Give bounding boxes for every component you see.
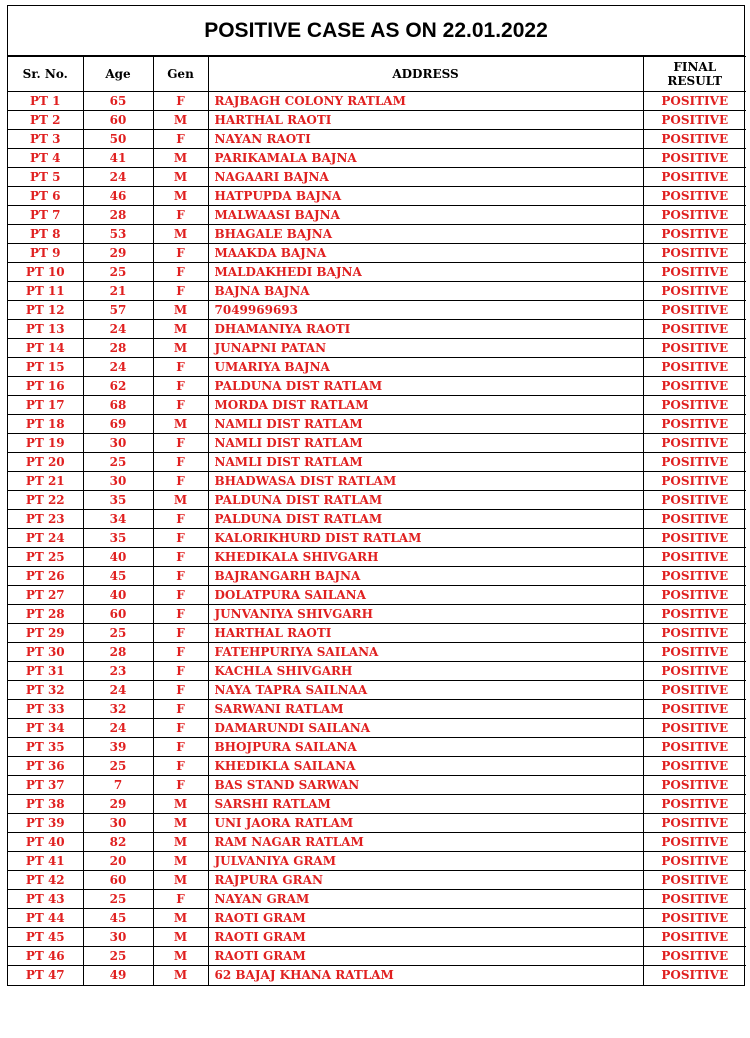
cell-address: KALORIKHURD DIST RATLAM: [208, 529, 643, 548]
cell-sr-no: PT 23: [8, 510, 83, 529]
cell-address: KHEDIKLA SAILANA: [208, 757, 643, 776]
cell-final-result: POSITIVE: [643, 757, 746, 776]
table-row: [8, 396, 746, 415]
table-row: [8, 377, 746, 396]
cell-gen: M: [153, 339, 208, 358]
cell-age: 62: [83, 377, 153, 396]
cell-address: RAJPURA GRAN: [208, 871, 643, 890]
cell-final-result: POSITIVE: [643, 282, 746, 301]
table-row: [8, 111, 746, 130]
cell-sr-no: PT 13: [8, 320, 83, 339]
cell-sr-no: PT 7: [8, 206, 83, 225]
cell-gen: F: [153, 263, 208, 282]
cell-age: 24: [83, 681, 153, 700]
cell-age: 29: [83, 795, 153, 814]
cell-age: 35: [83, 491, 153, 510]
cell-address: HARTHAL RAOTI: [208, 624, 643, 643]
cell-age: 39: [83, 738, 153, 757]
header-final-result-line1: FINAL: [673, 60, 717, 74]
cell-address: MORDA DIST RATLAM: [208, 396, 643, 415]
cell-sr-no: PT 46: [8, 947, 83, 966]
cell-gen: M: [153, 909, 208, 928]
cell-final-result: POSITIVE: [643, 415, 746, 434]
cell-gen: M: [153, 852, 208, 871]
cell-final-result: POSITIVE: [643, 187, 746, 206]
cell-age: 57: [83, 301, 153, 320]
cell-final-result: POSITIVE: [643, 738, 746, 757]
cell-final-result: POSITIVE: [643, 168, 746, 187]
cell-age: 24: [83, 320, 153, 339]
header-final-result-line2: RESULT: [667, 74, 723, 88]
cell-sr-no: PT 31: [8, 662, 83, 681]
cell-sr-no: PT 10: [8, 263, 83, 282]
cell-age: 65: [83, 92, 153, 111]
table-row: [8, 472, 746, 491]
cell-sr-no: PT 25: [8, 548, 83, 567]
cell-age: 53: [83, 225, 153, 244]
cell-age: 46: [83, 187, 153, 206]
cell-age: 45: [83, 567, 153, 586]
table-row: [8, 320, 746, 339]
table-row: [8, 567, 746, 586]
cell-final-result: POSITIVE: [643, 149, 746, 168]
cell-sr-no: PT 42: [8, 871, 83, 890]
cell-age: 25: [83, 890, 153, 909]
cell-age: 25: [83, 263, 153, 282]
table-row: [8, 871, 746, 890]
cell-sr-no: PT 29: [8, 624, 83, 643]
table-row: [8, 206, 746, 225]
page-title: POSITIVE CASE AS ON 22.01.2022: [8, 6, 744, 56]
table-row: [8, 149, 746, 168]
cell-gen: M: [153, 871, 208, 890]
cell-age: 28: [83, 643, 153, 662]
cell-sr-no: PT 5: [8, 168, 83, 187]
table-row: [8, 662, 746, 681]
cell-final-result: POSITIVE: [643, 947, 746, 966]
cell-final-result: POSITIVE: [643, 453, 746, 472]
cell-final-result: POSITIVE: [643, 833, 746, 852]
cell-address: NAGAARI BAJNA: [208, 168, 643, 187]
table-row: [8, 928, 746, 947]
cell-sr-no: PT 40: [8, 833, 83, 852]
cell-address: NAMLI DIST RATLAM: [208, 415, 643, 434]
cell-final-result: POSITIVE: [643, 719, 746, 738]
cell-gen: F: [153, 510, 208, 529]
table-row: [8, 890, 746, 909]
cell-final-result: POSITIVE: [643, 700, 746, 719]
cell-final-result: POSITIVE: [643, 586, 746, 605]
cell-sr-no: PT 19: [8, 434, 83, 453]
cell-final-result: POSITIVE: [643, 396, 746, 415]
header-sr-no: Sr. No.: [8, 57, 83, 92]
cell-final-result: POSITIVE: [643, 966, 746, 985]
cell-age: 24: [83, 358, 153, 377]
cell-age: 30: [83, 928, 153, 947]
cell-final-result: POSITIVE: [643, 662, 746, 681]
table-row: [8, 187, 746, 206]
cell-age: 40: [83, 586, 153, 605]
cell-gen: M: [153, 833, 208, 852]
header-age: Age: [83, 57, 153, 92]
cell-sr-no: PT 24: [8, 529, 83, 548]
cell-sr-no: PT 26: [8, 567, 83, 586]
cell-address: KACHLA SHIVGARH: [208, 662, 643, 681]
cell-gen: F: [153, 434, 208, 453]
cell-address: BHADWASA DIST RATLAM: [208, 472, 643, 491]
cell-sr-no: PT 27: [8, 586, 83, 605]
cell-address: NAMLI DIST RATLAM: [208, 453, 643, 472]
cell-final-result: POSITIVE: [643, 263, 746, 282]
cell-address: RAOTI GRAM: [208, 947, 643, 966]
cell-address: HARTHAL RAOTI: [208, 111, 643, 130]
cell-address: RAM NAGAR RATLAM: [208, 833, 643, 852]
cell-gen: F: [153, 472, 208, 491]
cell-final-result: POSITIVE: [643, 320, 746, 339]
cell-address: PALDUNA DIST RATLAM: [208, 510, 643, 529]
cell-gen: F: [153, 358, 208, 377]
table-row: [8, 966, 746, 985]
table-row: [8, 244, 746, 263]
header-address: ADDRESS: [208, 57, 643, 92]
table-row: [8, 529, 746, 548]
cell-gen: M: [153, 168, 208, 187]
cell-sr-no: PT 44: [8, 909, 83, 928]
cell-gen: F: [153, 890, 208, 909]
cell-age: 25: [83, 624, 153, 643]
cell-final-result: POSITIVE: [643, 852, 746, 871]
table-row: [8, 548, 746, 567]
cell-sr-no: PT 43: [8, 890, 83, 909]
cell-age: 30: [83, 434, 153, 453]
table-row: [8, 434, 746, 453]
header-gen: Gen: [153, 57, 208, 92]
table-row: [8, 719, 746, 738]
cell-final-result: POSITIVE: [643, 472, 746, 491]
cell-gen: M: [153, 187, 208, 206]
cell-sr-no: PT 2: [8, 111, 83, 130]
cell-address: MALWAASI BAJNA: [208, 206, 643, 225]
cell-age: 35: [83, 529, 153, 548]
header-final-result: [643, 57, 746, 92]
cell-address: NAYA TAPRA SAILNAA: [208, 681, 643, 700]
cell-address: RAOTI GRAM: [208, 928, 643, 947]
cell-sr-no: PT 15: [8, 358, 83, 377]
cell-final-result: POSITIVE: [643, 928, 746, 947]
cell-sr-no: PT 11: [8, 282, 83, 301]
cell-gen: F: [153, 757, 208, 776]
table-row: [8, 491, 746, 510]
cell-gen: F: [153, 130, 208, 149]
table-row: [8, 643, 746, 662]
cell-final-result: POSITIVE: [643, 225, 746, 244]
cell-final-result: POSITIVE: [643, 130, 746, 149]
cell-final-result: POSITIVE: [643, 871, 746, 890]
cell-age: 60: [83, 111, 153, 130]
table-row: [8, 301, 746, 320]
table-row: [8, 738, 746, 757]
cell-sr-no: PT 12: [8, 301, 83, 320]
cell-final-result: POSITIVE: [643, 814, 746, 833]
cell-sr-no: PT 3: [8, 130, 83, 149]
table-row: [8, 339, 746, 358]
cell-age: 40: [83, 548, 153, 567]
cell-age: 82: [83, 833, 153, 852]
table-row: [8, 681, 746, 700]
cell-address: JUNVANIYA SHIVGARH: [208, 605, 643, 624]
cell-gen: M: [153, 928, 208, 947]
cell-sr-no: PT 35: [8, 738, 83, 757]
cell-final-result: POSITIVE: [643, 681, 746, 700]
cell-address: NAYAN GRAM: [208, 890, 643, 909]
cell-age: 32: [83, 700, 153, 719]
cell-address: DHAMANIYA RAOTI: [208, 320, 643, 339]
cell-address: DAMARUNDI SAILANA: [208, 719, 643, 738]
cell-gen: F: [153, 529, 208, 548]
cell-gen: F: [153, 586, 208, 605]
table-row: [8, 358, 746, 377]
cell-sr-no: PT 47: [8, 966, 83, 985]
cell-address: BAJNA BAJNA: [208, 282, 643, 301]
cell-age: 60: [83, 871, 153, 890]
cell-age: 25: [83, 947, 153, 966]
cell-final-result: POSITIVE: [643, 301, 746, 320]
cell-gen: M: [153, 947, 208, 966]
cell-gen: F: [153, 719, 208, 738]
cell-final-result: POSITIVE: [643, 92, 746, 111]
cell-gen: M: [153, 149, 208, 168]
cell-gen: F: [153, 776, 208, 795]
cell-sr-no: PT 8: [8, 225, 83, 244]
table-row: [8, 225, 746, 244]
table-row: [8, 776, 746, 795]
cell-address: BHAGALE BAJNA: [208, 225, 643, 244]
cell-final-result: POSITIVE: [643, 358, 746, 377]
cell-sr-no: PT 39: [8, 814, 83, 833]
cell-address: DOLATPURA SAILANA: [208, 586, 643, 605]
cell-gen: F: [153, 624, 208, 643]
cell-gen: F: [153, 453, 208, 472]
cell-gen: F: [153, 738, 208, 757]
table-row: [8, 909, 746, 928]
cell-sr-no: PT 18: [8, 415, 83, 434]
cell-final-result: POSITIVE: [643, 111, 746, 130]
cell-gen: F: [153, 605, 208, 624]
table-row: [8, 605, 746, 624]
cell-address: PALDUNA DIST RATLAM: [208, 377, 643, 396]
cell-gen: F: [153, 92, 208, 111]
cases-table: [8, 56, 746, 985]
cell-final-result: POSITIVE: [643, 567, 746, 586]
cell-final-result: POSITIVE: [643, 909, 746, 928]
cases-table-body: [8, 92, 746, 985]
cell-sr-no: PT 1: [8, 92, 83, 111]
cell-final-result: POSITIVE: [643, 377, 746, 396]
cell-address: PARIKAMALA BAJNA: [208, 149, 643, 168]
cell-address: UMARIYA BAJNA: [208, 358, 643, 377]
cell-age: 25: [83, 757, 153, 776]
cell-gen: M: [153, 301, 208, 320]
cell-gen: M: [153, 491, 208, 510]
cell-address: JULVANIYA GRAM: [208, 852, 643, 871]
cell-final-result: POSITIVE: [643, 776, 746, 795]
cell-age: 23: [83, 662, 153, 681]
cell-final-result: POSITIVE: [643, 624, 746, 643]
cell-address: BAS STAND SARWAN: [208, 776, 643, 795]
cell-sr-no: PT 17: [8, 396, 83, 415]
table-row: [8, 833, 746, 852]
cell-final-result: POSITIVE: [643, 548, 746, 567]
cell-sr-no: PT 21: [8, 472, 83, 491]
cell-address: RAOTI GRAM: [208, 909, 643, 928]
cell-address: RAJBAGH COLONY RATLAM: [208, 92, 643, 111]
table-row: [8, 814, 746, 833]
cell-address: HATPUPDA BAJNA: [208, 187, 643, 206]
cell-age: 41: [83, 149, 153, 168]
cell-gen: F: [153, 700, 208, 719]
cell-age: 28: [83, 339, 153, 358]
cell-sr-no: PT 16: [8, 377, 83, 396]
table-row: [8, 586, 746, 605]
cell-final-result: POSITIVE: [643, 643, 746, 662]
cell-sr-no: PT 32: [8, 681, 83, 700]
cell-gen: M: [153, 111, 208, 130]
cell-address: 7049969693: [208, 301, 643, 320]
cell-sr-no: PT 30: [8, 643, 83, 662]
cell-sr-no: PT 41: [8, 852, 83, 871]
cell-age: 30: [83, 814, 153, 833]
cell-sr-no: PT 45: [8, 928, 83, 947]
cell-age: 29: [83, 244, 153, 263]
table-header-row: [8, 57, 746, 92]
cell-sr-no: PT 33: [8, 700, 83, 719]
cell-address: FATEHPURIYA SAILANA: [208, 643, 643, 662]
cell-gen: F: [153, 282, 208, 301]
cell-final-result: POSITIVE: [643, 510, 746, 529]
cell-age: 21: [83, 282, 153, 301]
cell-age: 68: [83, 396, 153, 415]
cell-gen: F: [153, 548, 208, 567]
positive-case-sheet: [7, 5, 745, 986]
cell-final-result: POSITIVE: [643, 795, 746, 814]
cell-address: JUNAPNI PATAN: [208, 339, 643, 358]
cell-age: 49: [83, 966, 153, 985]
cell-sr-no: PT 6: [8, 187, 83, 206]
cell-final-result: POSITIVE: [643, 491, 746, 510]
cell-age: 24: [83, 719, 153, 738]
table-row: [8, 757, 746, 776]
cell-gen: M: [153, 415, 208, 434]
cell-age: 25: [83, 453, 153, 472]
cell-final-result: POSITIVE: [643, 529, 746, 548]
table-row: [8, 453, 746, 472]
cell-address: SARSHI RATLAM: [208, 795, 643, 814]
cell-sr-no: PT 4: [8, 149, 83, 168]
cell-sr-no: PT 36: [8, 757, 83, 776]
cell-final-result: POSITIVE: [643, 605, 746, 624]
cell-age: 24: [83, 168, 153, 187]
cell-address: 62 BAJAJ KHANA RATLAM: [208, 966, 643, 985]
table-row: [8, 510, 746, 529]
cell-sr-no: PT 37: [8, 776, 83, 795]
cell-gen: F: [153, 377, 208, 396]
cell-address: BAJRANGARH BAJNA: [208, 567, 643, 586]
cell-address: UNI JAORA RATLAM: [208, 814, 643, 833]
cell-gen: F: [153, 567, 208, 586]
cell-gen: F: [153, 244, 208, 263]
cell-age: 7: [83, 776, 153, 795]
table-row: [8, 263, 746, 282]
table-row: [8, 947, 746, 966]
cell-final-result: POSITIVE: [643, 434, 746, 453]
cell-gen: F: [153, 681, 208, 700]
cell-gen: F: [153, 206, 208, 225]
cell-address: MALDAKHEDI BAJNA: [208, 263, 643, 282]
cell-gen: M: [153, 814, 208, 833]
cell-final-result: POSITIVE: [643, 244, 746, 263]
cell-sr-no: PT 38: [8, 795, 83, 814]
cell-gen: M: [153, 795, 208, 814]
cell-address: BHOJPURA SAILANA: [208, 738, 643, 757]
table-row: [8, 282, 746, 301]
cell-sr-no: PT 22: [8, 491, 83, 510]
cell-sr-no: PT 20: [8, 453, 83, 472]
table-row: [8, 415, 746, 434]
cell-address: MAAKDA BAJNA: [208, 244, 643, 263]
table-row: [8, 624, 746, 643]
table-row: [8, 92, 746, 111]
cell-address: SARWANI RATLAM: [208, 700, 643, 719]
cell-age: 20: [83, 852, 153, 871]
cell-address: NAYAN RAOTI: [208, 130, 643, 149]
cell-address: NAMLI DIST RATLAM: [208, 434, 643, 453]
table-row: [8, 130, 746, 149]
cell-age: 45: [83, 909, 153, 928]
cell-sr-no: PT 14: [8, 339, 83, 358]
cell-gen: M: [153, 320, 208, 339]
cell-gen: M: [153, 966, 208, 985]
cell-final-result: POSITIVE: [643, 890, 746, 909]
cell-gen: F: [153, 396, 208, 415]
cell-age: 30: [83, 472, 153, 491]
cell-age: 34: [83, 510, 153, 529]
cell-sr-no: PT 34: [8, 719, 83, 738]
table-row: [8, 700, 746, 719]
cell-sr-no: PT 28: [8, 605, 83, 624]
cell-final-result: POSITIVE: [643, 339, 746, 358]
cell-age: 60: [83, 605, 153, 624]
table-row: [8, 852, 746, 871]
cell-gen: F: [153, 662, 208, 681]
cell-age: 50: [83, 130, 153, 149]
cell-address: PALDUNA DIST RATLAM: [208, 491, 643, 510]
cell-age: 28: [83, 206, 153, 225]
cell-gen: F: [153, 643, 208, 662]
cell-age: 69: [83, 415, 153, 434]
cell-final-result: POSITIVE: [643, 206, 746, 225]
table-row: [8, 168, 746, 187]
cell-sr-no: PT 9: [8, 244, 83, 263]
cell-gen: M: [153, 225, 208, 244]
table-row: [8, 795, 746, 814]
cell-address: KHEDIKALA SHIVGARH: [208, 548, 643, 567]
